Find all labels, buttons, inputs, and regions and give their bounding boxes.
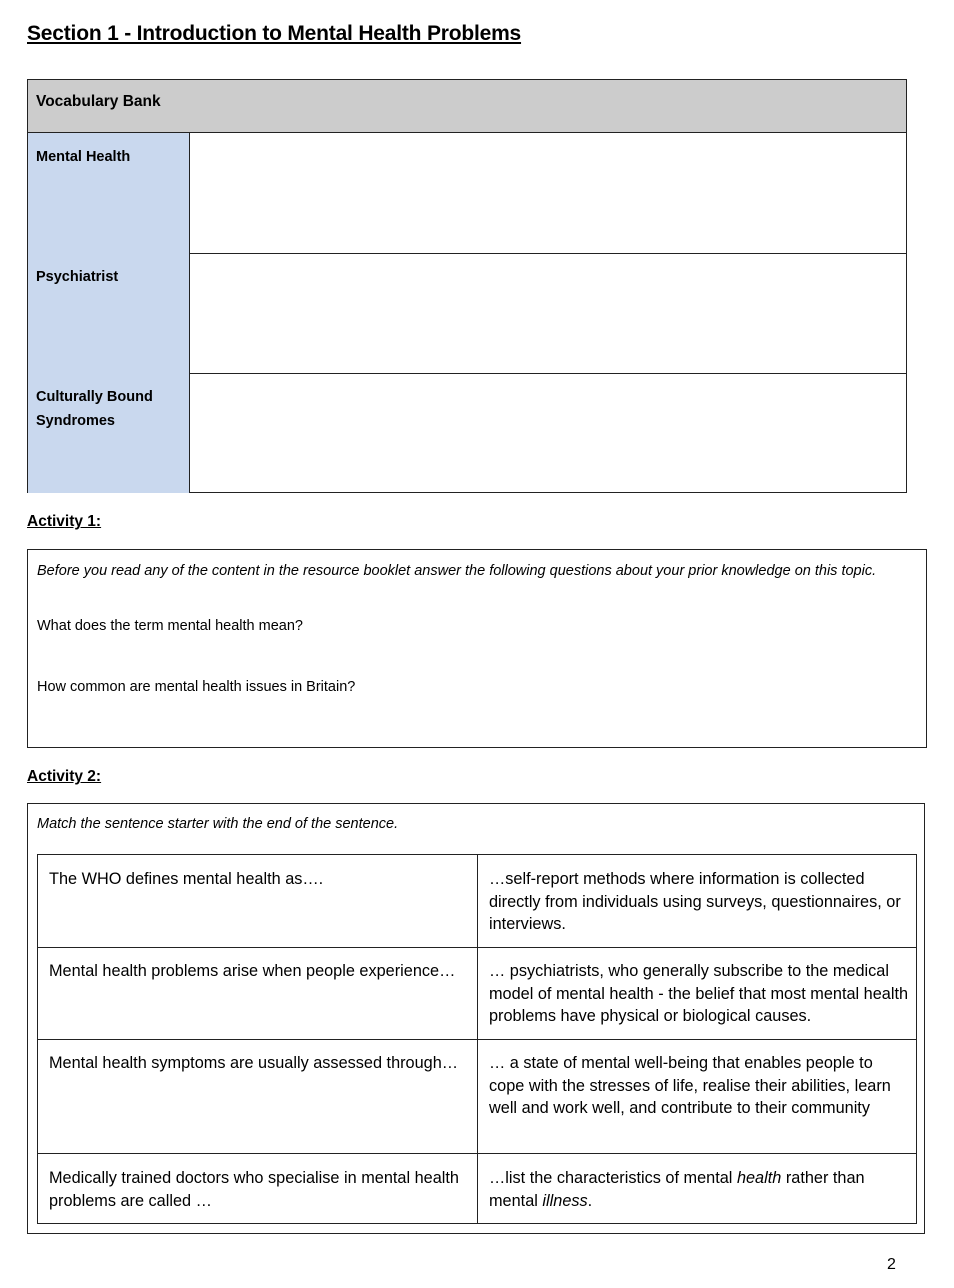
sentence-starter: Mental health problems arise when people experience…: [49, 962, 456, 980]
sentence-starter: Mental health symptoms are usually assessed through…: [49, 1054, 459, 1072]
ending-emphasis: health: [736, 1169, 782, 1187]
activity-2-box: [27, 803, 925, 1234]
page-number: 2: [887, 1256, 896, 1273]
vocabulary-bank-table: [27, 79, 907, 493]
activity-1-heading: Activity 1:: [27, 513, 102, 530]
activity-2-heading: Activity 2:: [27, 768, 102, 785]
row-divider: [38, 1153, 916, 1154]
sentence-ending: [489, 1167, 909, 1212]
vocab-term-cell: [28, 373, 190, 493]
vocab-definition-field[interactable]: [190, 253, 906, 373]
ending-text: …list the characteristics of mental: [489, 1169, 737, 1187]
vocab-row-psychiatrist: [28, 253, 906, 373]
vocab-term-cell: [28, 253, 190, 373]
matching-table: [37, 854, 917, 1224]
row-divider: [38, 947, 916, 948]
vocab-term-cell: [28, 133, 190, 253]
vocab-definition-field[interactable]: [190, 373, 906, 493]
sentence-ending: …self-report methods where information is collected directly from individuals using surveys, questionnaires, or interviews.: [489, 870, 901, 933]
sentence-ending: … psychiatrists, who generally subscribe to the medical model of mental health - the belief that most mental health problems have physical or biological causes.: [489, 962, 909, 1025]
activity-1-box: [27, 549, 927, 748]
sentence-starter: The WHO defines mental health as….: [49, 870, 324, 888]
activity-1-question: How common are mental health issues in Britain?: [37, 679, 356, 695]
ending-text: rather than mental: [489, 1169, 865, 1210]
vocab-row-culturally-bound-syndromes: [28, 373, 906, 493]
page-title: Section 1 - Introduction to Mental Health Problems: [27, 22, 522, 45]
activity-2-instructions: Match the sentence starter with the end of the sentence.: [37, 816, 399, 832]
vocabulary-bank-header-label: Vocabulary Bank: [36, 93, 161, 110]
sentence-starter: Medically trained doctors who specialise in mental health problems are called …: [49, 1169, 459, 1210]
vocabulary-bank-header: [28, 80, 906, 133]
vocab-row-mental-health: [28, 133, 906, 253]
vocab-term-label: Mental Health: [36, 149, 131, 165]
row-divider: [38, 1039, 916, 1040]
sentence-ending: … a state of mental well-being that enables people to cope with the stresses of life, realise their abilities, learn well and work well, and contribute to their community: [489, 1054, 891, 1117]
activity-1-question: What does the term mental health mean?: [37, 618, 303, 634]
vocab-term-label: Culturally Bound Syndromes: [36, 389, 153, 429]
vocab-term-label: Psychiatrist: [36, 269, 119, 285]
ending-emphasis: illness: [542, 1191, 588, 1210]
ending-text: .: [587, 1191, 593, 1210]
activity-1-instructions: Before you read any of the content in the resource booklet answer the following questions about your prior knowledge on this topic.: [37, 563, 877, 579]
vocab-definition-field[interactable]: [190, 133, 906, 253]
